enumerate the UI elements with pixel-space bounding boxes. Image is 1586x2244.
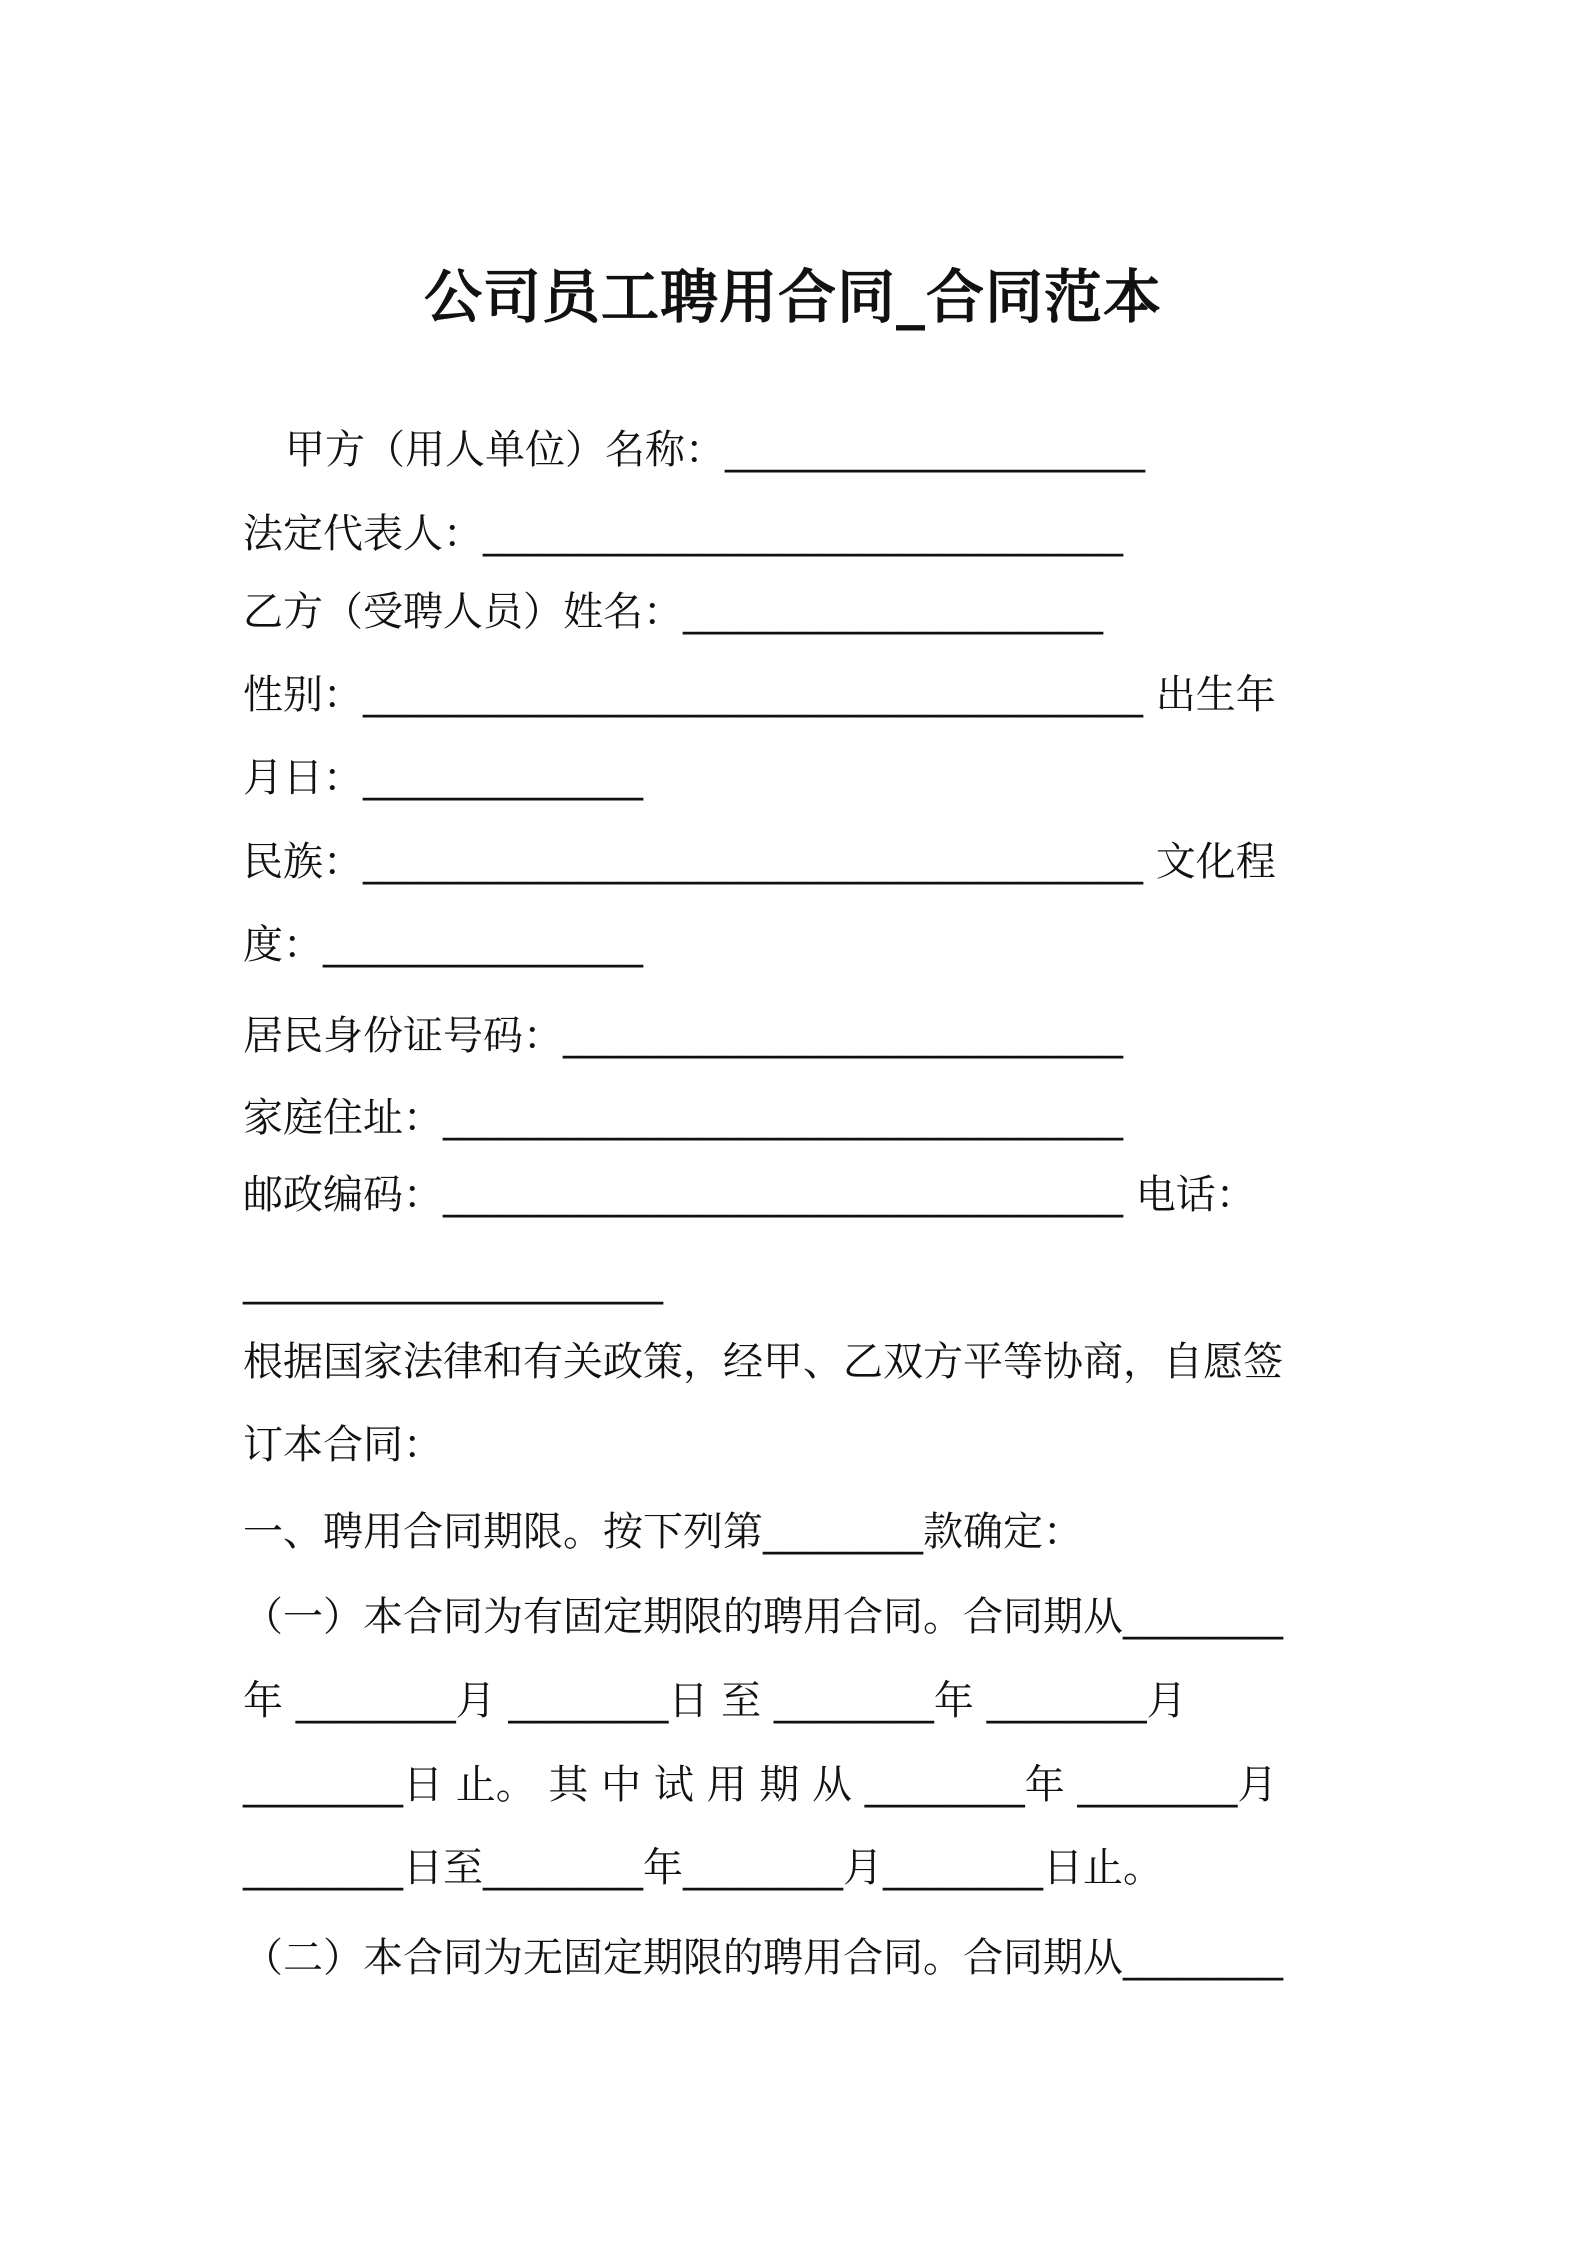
phone-blank-line: _____________________	[243, 1259, 663, 1305]
clause-1-line-1: （一）本合同为有固定期限的聘用合同。合同期从________	[243, 1594, 1283, 1640]
party-b-name-line: 乙方（受聘人员）姓名：_____________________	[243, 589, 1103, 635]
preamble-line-1: 根据国家法律和有关政策，经甲、乙双方平等协商，自愿签	[243, 1339, 1283, 1385]
party-a-name-line: 甲方（用人单位）名称：_____________________	[285, 427, 1145, 473]
clause-1-line-3: ________日 止。 其 中 试 用 期 从 ________年 ________月	[243, 1762, 1278, 1808]
document-title: 公司员工聘用合同_合同范本	[423, 263, 1162, 331]
section-1-heading: 一、聘用合同期限。按下列第________款确定：	[243, 1509, 1083, 1555]
postal-phone-line: 邮政编码：__________________________________ 电话：	[243, 1172, 1256, 1218]
education-level-line: 度：________________	[243, 922, 643, 968]
birth-date-line: 月日：______________	[243, 755, 643, 801]
gender-birth-line: 性别：_______________________________________ 出生年	[243, 672, 1276, 718]
legal-representative-line: 法定代表人：________________________________	[243, 511, 1123, 557]
home-address-line: 家庭住址：__________________________________	[243, 1095, 1123, 1141]
id-number-line: 居民身份证号码：____________________________	[243, 1013, 1123, 1059]
clause-1-line-4: ________日至________年________月________日止。	[243, 1845, 1163, 1891]
clause-1-line-2: 年 ________月 ________日 至 ________年 ________月	[243, 1678, 1187, 1724]
preamble-line-2: 订本合同：	[243, 1422, 443, 1468]
ethnicity-education-line: 民族：_______________________________________ 文化程	[243, 839, 1276, 885]
clause-2-line-1: （二）本合同为无固定期限的聘用合同。合同期从________	[243, 1935, 1283, 1981]
